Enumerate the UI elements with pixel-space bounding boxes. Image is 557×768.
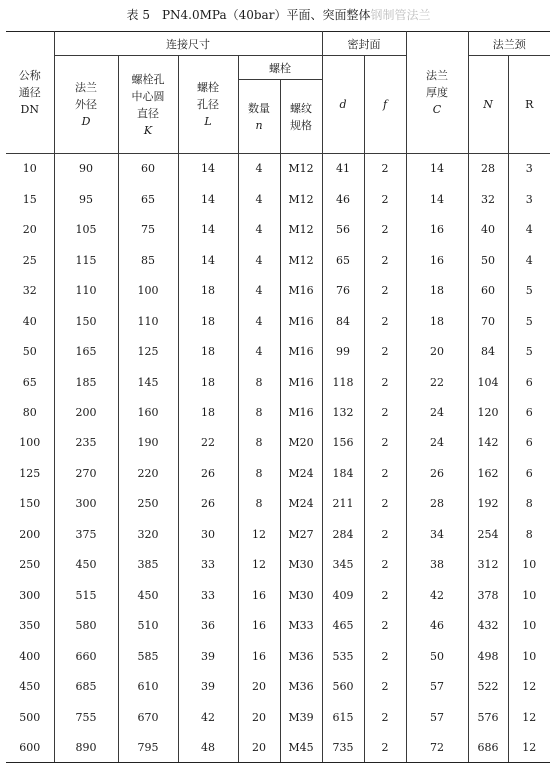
cell-seal-f: 2 xyxy=(364,702,406,732)
header-dn-line1: 公称 xyxy=(18,69,41,82)
cell-dn: 450 xyxy=(6,671,54,701)
cell-bolt-hole: 18 xyxy=(178,275,238,305)
cell-seal-f: 2 xyxy=(364,611,406,641)
cell-neck-n: 50 xyxy=(468,245,508,275)
header-bolt-circle-line3: 直径 xyxy=(137,106,159,120)
cell-seal-f: 2 xyxy=(364,275,406,305)
cell-bolt-thread: M12 xyxy=(280,154,322,184)
cell-neck-r: 12 xyxy=(508,671,550,701)
cell-outer-diameter: 165 xyxy=(54,336,118,366)
cell-bolt-circle: 450 xyxy=(118,580,178,610)
cell-bolt-quantity: 4 xyxy=(238,306,280,336)
cell-bolt-circle: 510 xyxy=(118,611,178,641)
cell-dn: 125 xyxy=(6,458,54,488)
header-flange-thickness xyxy=(406,32,468,154)
cell-bolt-circle: 85 xyxy=(118,245,178,275)
header-bolt: 螺栓 xyxy=(238,56,322,80)
cell-dn: 500 xyxy=(6,702,54,732)
header-seal-f: f xyxy=(364,56,406,154)
cell-bolt-quantity: 4 xyxy=(238,275,280,305)
cell-bolt-thread: M16 xyxy=(280,275,322,305)
cell-bolt-hole: 18 xyxy=(178,367,238,397)
cell-bolt-thread: M45 xyxy=(280,732,322,762)
cell-neck-n: 576 xyxy=(468,702,508,732)
cell-bolt-thread: M16 xyxy=(280,397,322,427)
cell-bolt-circle: 585 xyxy=(118,641,178,671)
cell-neck-r: 3 xyxy=(508,154,550,184)
table-row xyxy=(6,428,550,458)
cell-bolt-quantity: 20 xyxy=(238,702,280,732)
cell-seal-f: 2 xyxy=(364,214,406,244)
cell-dn: 50 xyxy=(6,336,54,366)
cell-outer-diameter: 110 xyxy=(54,275,118,305)
table-row xyxy=(6,611,550,641)
cell-neck-n: 254 xyxy=(468,519,508,549)
cell-neck-r: 5 xyxy=(508,336,550,366)
cell-bolt-circle: 65 xyxy=(118,184,178,214)
cell-thickness: 50 xyxy=(406,641,468,671)
header-neck-r: R xyxy=(508,56,550,154)
cell-bolt-circle: 670 xyxy=(118,702,178,732)
cell-bolt-quantity: 12 xyxy=(238,550,280,580)
cell-bolt-thread: M24 xyxy=(280,489,322,519)
table-row xyxy=(6,519,550,549)
table-row xyxy=(6,641,550,671)
cell-bolt-hole: 18 xyxy=(178,397,238,427)
header-connection-dimensions: 连接尺寸 xyxy=(54,32,322,56)
flange-dimension-table xyxy=(6,31,550,763)
cell-thickness: 28 xyxy=(406,489,468,519)
cell-seal-f: 2 xyxy=(364,550,406,580)
cell-bolt-hole: 26 xyxy=(178,458,238,488)
table-row xyxy=(6,671,550,701)
cell-bolt-thread: M39 xyxy=(280,702,322,732)
cell-neck-r: 6 xyxy=(508,458,550,488)
cell-bolt-hole: 36 xyxy=(178,611,238,641)
table-row xyxy=(6,336,550,366)
cell-neck-n: 498 xyxy=(468,641,508,671)
cell-neck-r: 12 xyxy=(508,702,550,732)
cell-seal-f: 2 xyxy=(364,732,406,762)
cell-bolt-thread: M24 xyxy=(280,458,322,488)
cell-outer-diameter: 375 xyxy=(54,519,118,549)
caption-faded: 钢制管法兰 xyxy=(370,8,431,22)
header-bolt-thread xyxy=(280,80,322,154)
cell-seal-d: 211 xyxy=(322,489,364,519)
cell-seal-f: 2 xyxy=(364,397,406,427)
cell-dn: 300 xyxy=(6,580,54,610)
cell-neck-r: 5 xyxy=(508,306,550,336)
cell-seal-d: 284 xyxy=(322,519,364,549)
cell-bolt-quantity: 20 xyxy=(238,732,280,762)
header-thickness-symbol: C xyxy=(432,103,442,116)
cell-bolt-quantity: 4 xyxy=(238,214,280,244)
cell-outer-diameter: 890 xyxy=(54,732,118,762)
cell-neck-n: 70 xyxy=(468,306,508,336)
cell-bolt-quantity: 12 xyxy=(238,519,280,549)
cell-bolt-hole: 39 xyxy=(178,641,238,671)
cell-bolt-circle: 190 xyxy=(118,428,178,458)
cell-bolt-hole: 14 xyxy=(178,154,238,184)
cell-bolt-thread: M27 xyxy=(280,519,322,549)
cell-thickness: 34 xyxy=(406,519,468,549)
cell-neck-r: 10 xyxy=(508,611,550,641)
cell-bolt-hole: 14 xyxy=(178,184,238,214)
cell-thickness: 22 xyxy=(406,367,468,397)
header-bolt-circle-symbol: K xyxy=(143,123,153,137)
table-row xyxy=(6,550,550,580)
cell-thickness: 16 xyxy=(406,245,468,275)
cell-dn: 350 xyxy=(6,611,54,641)
cell-seal-f: 2 xyxy=(364,367,406,397)
cell-dn: 20 xyxy=(6,214,54,244)
cell-outer-diameter: 105 xyxy=(54,214,118,244)
cell-seal-f: 2 xyxy=(364,428,406,458)
header-outer-diameter xyxy=(54,56,118,154)
cell-neck-r: 8 xyxy=(508,519,550,549)
table-row xyxy=(6,367,550,397)
cell-seal-d: 615 xyxy=(322,702,364,732)
cell-bolt-thread: M30 xyxy=(280,550,322,580)
cell-bolt-quantity: 16 xyxy=(238,580,280,610)
header-bolt-quantity xyxy=(238,80,280,154)
header-dn-line2: 通径 xyxy=(18,86,41,99)
cell-neck-n: 84 xyxy=(468,336,508,366)
cell-bolt-thread: M36 xyxy=(280,671,322,701)
table-row xyxy=(6,245,550,275)
cell-bolt-hole: 14 xyxy=(178,245,238,275)
table-body xyxy=(6,154,550,763)
cell-bolt-quantity: 4 xyxy=(238,184,280,214)
cell-bolt-hole: 18 xyxy=(178,336,238,366)
cell-bolt-circle: 320 xyxy=(118,519,178,549)
table-row xyxy=(6,458,550,488)
cell-thickness: 46 xyxy=(406,611,468,641)
cell-bolt-hole: 22 xyxy=(178,428,238,458)
cell-bolt-circle: 125 xyxy=(118,336,178,366)
cell-bolt-hole: 30 xyxy=(178,519,238,549)
cell-bolt-quantity: 4 xyxy=(238,245,280,275)
cell-outer-diameter: 95 xyxy=(54,184,118,214)
cell-seal-f: 2 xyxy=(364,306,406,336)
cell-neck-r: 8 xyxy=(508,489,550,519)
header-thickness-line2: 厚度 xyxy=(426,86,448,99)
cell-bolt-circle: 385 xyxy=(118,550,178,580)
cell-seal-f: 2 xyxy=(364,184,406,214)
cell-thickness: 38 xyxy=(406,550,468,580)
cell-bolt-thread: M16 xyxy=(280,306,322,336)
cell-dn: 150 xyxy=(6,489,54,519)
cell-neck-n: 142 xyxy=(468,428,508,458)
cell-outer-diameter: 685 xyxy=(54,671,118,701)
cell-thickness: 18 xyxy=(406,306,468,336)
cell-dn: 65 xyxy=(6,367,54,397)
header-thread-line2: 规格 xyxy=(290,118,312,132)
cell-bolt-quantity: 4 xyxy=(238,336,280,366)
cell-dn: 80 xyxy=(6,397,54,427)
cell-bolt-circle: 610 xyxy=(118,671,178,701)
caption-main: 表 5 PN4.0MPa（40bar）平面、突面整体 xyxy=(126,8,371,22)
header-bolt-hole-line1: 螺栓 xyxy=(197,81,219,94)
cell-neck-n: 120 xyxy=(468,397,508,427)
cell-bolt-circle: 75 xyxy=(118,214,178,244)
cell-dn: 400 xyxy=(6,641,54,671)
cell-neck-r: 6 xyxy=(508,367,550,397)
cell-dn: 15 xyxy=(6,184,54,214)
cell-outer-diameter: 755 xyxy=(54,702,118,732)
table-row xyxy=(6,275,550,305)
cell-seal-d: 41 xyxy=(322,154,364,184)
cell-seal-f: 2 xyxy=(364,489,406,519)
cell-seal-f: 2 xyxy=(364,641,406,671)
cell-outer-diameter: 300 xyxy=(54,489,118,519)
cell-bolt-hole: 48 xyxy=(178,732,238,762)
cell-bolt-thread: M12 xyxy=(280,214,322,244)
cell-neck-r: 4 xyxy=(508,214,550,244)
header-bolt-hole-line2: 孔径 xyxy=(197,98,219,111)
cell-bolt-hole: 26 xyxy=(178,489,238,519)
cell-neck-n: 522 xyxy=(468,671,508,701)
cell-dn: 100 xyxy=(6,428,54,458)
cell-neck-r: 10 xyxy=(508,641,550,671)
cell-bolt-quantity: 4 xyxy=(238,154,280,184)
header-outer-line1: 法兰 xyxy=(75,81,97,94)
cell-bolt-quantity: 8 xyxy=(238,397,280,427)
cell-bolt-thread: M20 xyxy=(280,428,322,458)
cell-seal-f: 2 xyxy=(364,336,406,366)
cell-seal-d: 535 xyxy=(322,641,364,671)
table-row xyxy=(6,184,550,214)
cell-outer-diameter: 150 xyxy=(54,306,118,336)
cell-thickness: 57 xyxy=(406,671,468,701)
cell-outer-diameter: 515 xyxy=(54,580,118,610)
cell-thickness: 72 xyxy=(406,732,468,762)
table-row xyxy=(6,397,550,427)
cell-neck-r: 5 xyxy=(508,275,550,305)
cell-seal-d: 76 xyxy=(322,275,364,305)
cell-seal-d: 56 xyxy=(322,214,364,244)
table-row xyxy=(6,732,550,762)
cell-bolt-circle: 110 xyxy=(118,306,178,336)
cell-seal-d: 735 xyxy=(322,732,364,762)
cell-neck-n: 162 xyxy=(468,458,508,488)
cell-dn: 200 xyxy=(6,519,54,549)
cell-seal-d: 118 xyxy=(322,367,364,397)
cell-bolt-quantity: 16 xyxy=(238,611,280,641)
cell-outer-diameter: 90 xyxy=(54,154,118,184)
cell-seal-d: 65 xyxy=(322,245,364,275)
header-thread-line1: 螺纹 xyxy=(290,101,312,115)
cell-bolt-circle: 220 xyxy=(118,458,178,488)
cell-bolt-circle: 250 xyxy=(118,489,178,519)
cell-bolt-circle: 145 xyxy=(118,367,178,397)
cell-dn: 32 xyxy=(6,275,54,305)
header-bolt-circle-line2: 中心圆 xyxy=(131,89,165,103)
cell-seal-f: 2 xyxy=(364,245,406,275)
cell-bolt-quantity: 8 xyxy=(238,458,280,488)
cell-thickness: 57 xyxy=(406,702,468,732)
cell-outer-diameter: 235 xyxy=(54,428,118,458)
cell-neck-n: 192 xyxy=(468,489,508,519)
cell-bolt-hole: 14 xyxy=(178,214,238,244)
cell-neck-n: 40 xyxy=(468,214,508,244)
header-qty-line1: 数量 xyxy=(248,101,270,115)
cell-bolt-quantity: 8 xyxy=(238,367,280,397)
cell-thickness: 24 xyxy=(406,397,468,427)
table-row xyxy=(6,306,550,336)
header-outer-line2: 外径 xyxy=(75,98,97,111)
cell-dn: 25 xyxy=(6,245,54,275)
cell-seal-d: 560 xyxy=(322,671,364,701)
cell-neck-r: 6 xyxy=(508,428,550,458)
header-bolt-hole xyxy=(178,56,238,154)
cell-neck-n: 32 xyxy=(468,184,508,214)
cell-dn: 10 xyxy=(6,154,54,184)
cell-seal-f: 2 xyxy=(364,519,406,549)
cell-neck-r: 4 xyxy=(508,245,550,275)
cell-seal-d: 156 xyxy=(322,428,364,458)
table-row xyxy=(6,489,550,519)
cell-neck-r: 12 xyxy=(508,732,550,762)
cell-seal-f: 2 xyxy=(364,458,406,488)
header-bolt-circle xyxy=(118,56,178,154)
header-qty-symbol: n xyxy=(255,118,263,132)
cell-bolt-circle: 60 xyxy=(118,154,178,184)
cell-neck-n: 28 xyxy=(468,154,508,184)
cell-seal-f: 2 xyxy=(364,154,406,184)
cell-bolt-thread: M30 xyxy=(280,580,322,610)
cell-thickness: 14 xyxy=(406,154,468,184)
header-flange-neck: 法兰颈 xyxy=(468,32,550,56)
cell-bolt-quantity: 8 xyxy=(238,428,280,458)
cell-seal-d: 84 xyxy=(322,306,364,336)
header-neck-n: N xyxy=(468,56,508,154)
cell-seal-d: 46 xyxy=(322,184,364,214)
cell-dn: 250 xyxy=(6,550,54,580)
cell-bolt-hole: 33 xyxy=(178,580,238,610)
header-seal-d: d xyxy=(322,56,364,154)
cell-bolt-circle: 795 xyxy=(118,732,178,762)
cell-bolt-quantity: 16 xyxy=(238,641,280,671)
cell-thickness: 14 xyxy=(406,184,468,214)
header-thickness-line1: 法兰 xyxy=(426,69,448,82)
cell-outer-diameter: 660 xyxy=(54,641,118,671)
table-row xyxy=(6,154,550,184)
cell-bolt-thread: M33 xyxy=(280,611,322,641)
cell-neck-n: 60 xyxy=(468,275,508,305)
cell-dn: 40 xyxy=(6,306,54,336)
cell-thickness: 16 xyxy=(406,214,468,244)
cell-bolt-hole: 33 xyxy=(178,550,238,580)
cell-neck-r: 6 xyxy=(508,397,550,427)
table-row xyxy=(6,580,550,610)
cell-thickness: 24 xyxy=(406,428,468,458)
cell-neck-n: 378 xyxy=(468,580,508,610)
cell-bolt-circle: 100 xyxy=(118,275,178,305)
cell-bolt-quantity: 20 xyxy=(238,671,280,701)
cell-outer-diameter: 270 xyxy=(54,458,118,488)
table-row xyxy=(6,702,550,732)
cell-outer-diameter: 450 xyxy=(54,550,118,580)
header-dn-line3: DN xyxy=(20,103,39,116)
cell-bolt-thread: M12 xyxy=(280,184,322,214)
cell-neck-r: 10 xyxy=(508,580,550,610)
cell-seal-d: 132 xyxy=(322,397,364,427)
header-bolt-circle-line1: 螺栓孔 xyxy=(131,72,165,86)
cell-outer-diameter: 115 xyxy=(54,245,118,275)
cell-bolt-hole: 39 xyxy=(178,671,238,701)
cell-seal-d: 465 xyxy=(322,611,364,641)
cell-dn: 600 xyxy=(6,732,54,762)
cell-thickness: 42 xyxy=(406,580,468,610)
cell-seal-d: 409 xyxy=(322,580,364,610)
cell-outer-diameter: 185 xyxy=(54,367,118,397)
header-outer-symbol: D xyxy=(81,115,91,128)
cell-seal-f: 2 xyxy=(364,580,406,610)
cell-neck-r: 3 xyxy=(508,184,550,214)
cell-bolt-hole: 42 xyxy=(178,702,238,732)
cell-seal-f: 2 xyxy=(364,671,406,701)
cell-bolt-hole: 18 xyxy=(178,306,238,336)
cell-thickness: 20 xyxy=(406,336,468,366)
cell-neck-n: 312 xyxy=(468,550,508,580)
cell-outer-diameter: 200 xyxy=(54,397,118,427)
table-caption xyxy=(0,6,557,24)
cell-bolt-circle: 160 xyxy=(118,397,178,427)
cell-bolt-quantity: 8 xyxy=(238,489,280,519)
cell-seal-d: 345 xyxy=(322,550,364,580)
cell-bolt-thread: M12 xyxy=(280,245,322,275)
cell-thickness: 26 xyxy=(406,458,468,488)
cell-neck-n: 686 xyxy=(468,732,508,762)
header-sealing-face: 密封面 xyxy=(322,32,406,56)
cell-outer-diameter: 580 xyxy=(54,611,118,641)
cell-seal-d: 184 xyxy=(322,458,364,488)
cell-thickness: 18 xyxy=(406,275,468,305)
cell-bolt-thread: M36 xyxy=(280,641,322,671)
header-dn xyxy=(6,32,54,154)
cell-bolt-thread: M16 xyxy=(280,367,322,397)
cell-neck-r: 10 xyxy=(508,550,550,580)
cell-neck-n: 104 xyxy=(468,367,508,397)
cell-bolt-thread: M16 xyxy=(280,336,322,366)
cell-neck-n: 432 xyxy=(468,611,508,641)
header-bolt-hole-symbol: L xyxy=(204,115,212,128)
cell-seal-d: 99 xyxy=(322,336,364,366)
table-row xyxy=(6,214,550,244)
